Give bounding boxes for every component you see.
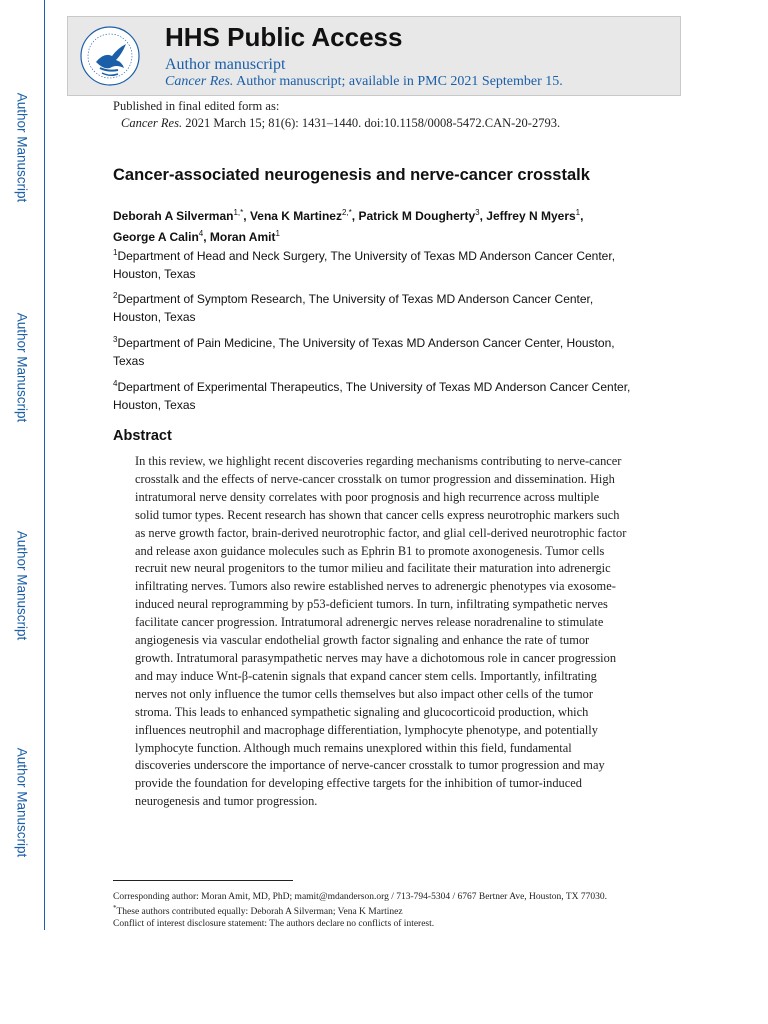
citation-journal[interactable]: Cancer Res. xyxy=(121,116,183,130)
author-superscript: 3 xyxy=(475,208,480,217)
abstract-body xyxy=(135,453,645,811)
author-superscript: 1,* xyxy=(233,208,244,217)
abstract-line: angiogenesis via vascular endothelial growth factor signaling and enhance the rate of tumor xyxy=(135,633,590,648)
footnote-divider xyxy=(113,880,293,881)
affiliation-number: 3 xyxy=(113,335,118,344)
abstract-line: crosstalk and the effects of nerve-cancer crosstalk on tumor progression and dissemination. High xyxy=(135,471,615,486)
author-superscript: 1 xyxy=(275,229,280,238)
abstract-line: and may induce Wnt-β-catenin signals that expand cancer stem cells. Importantly, infiltrating xyxy=(135,668,597,683)
abstract-heading: Abstract xyxy=(113,428,172,444)
abstract-line: influences neutrophil and macrophage differentiation, lymphocyte phenotype, and potentially xyxy=(135,722,598,737)
citation-details: 2021 March 15; 81(6): 1431–1440. doi:10.1158/0008-5472.CAN-20-2793. xyxy=(182,116,561,130)
abstract-line: infiltrating nerves. Tumors also rewire established nerves to adrenergic phenotypes via exosome- xyxy=(135,579,616,594)
abstract-line: nerves not only influence the tumor cells themselves but also impact other cells of the tumor xyxy=(135,686,593,701)
journal-name[interactable]: Cancer Res. xyxy=(165,74,234,89)
author-list: Deborah A Silverman$^{1,*}$, Vena K Martinez$^{2,*}$, Patrick M Dougherty$^3$, Jeffrey N Myers$^1$, George A Calin$^4$, Moran Amit$^1$ xyxy=(113,208,584,244)
affiliation xyxy=(113,331,643,370)
abstract-line: recruit new neural progenitors to the tumor milieu and facilitate their maturation into adrenergic xyxy=(135,561,611,576)
equal-contribution-text: These authors contributed equally: Deborah A Silverman; Vena K Martinez xyxy=(116,907,403,918)
affiliation-text: Department of Experimental Therapeutics, The University of Texas MD Anderson Cancer Center, Houston, Texas xyxy=(113,380,631,412)
article-title: Cancer-associated neurogenesis and nerve-cancer crosstalk xyxy=(113,166,590,184)
abstract-line: discoveries underscore the importance of nerve-cancer crosstalk to tumor progression and may xyxy=(135,758,605,773)
author-name[interactable]: Jeffrey N Myers xyxy=(486,209,576,223)
abstract-line: facilitate cancer progression. Intratumoral adrenergic nerves release noradrenaline to stimulate xyxy=(135,615,604,630)
author-superscript: 1 xyxy=(575,208,581,217)
affiliation-number: 4 xyxy=(113,379,118,388)
author-name[interactable]: Moran Amit xyxy=(209,230,276,244)
affiliation xyxy=(113,287,643,326)
author-name[interactable]: Patrick M Dougherty xyxy=(358,209,476,223)
abstract-line: lymphocyte function. Although much remains unexplored within this field, fundamental xyxy=(135,740,572,755)
affiliation-number: 2 xyxy=(113,291,118,300)
author-name[interactable]: Deborah A Silverman xyxy=(113,209,234,223)
corresponding-author-note: Corresponding author: Moran Amit, MD, PhD; mamit@mdanderson.org / 713-794-5304 / 6767 Bertner Ave, Houston, TX 77030. xyxy=(113,892,607,902)
affiliation-number: 1 xyxy=(113,248,118,257)
abstract-line: solid tumor types. Recent research has shown that cancer cells express neurotrophic markers such xyxy=(135,507,620,522)
sidebar-label: Author Manuscript xyxy=(14,747,30,858)
abstract-line: growth. Intratumoral parasympathetic nerves may have a dichotomous role in cancer progression xyxy=(135,650,617,665)
availability-text: Author manuscript; available in PMC 2021 September 15. xyxy=(233,74,563,89)
availability-line xyxy=(165,74,563,90)
author-superscript: 4 xyxy=(198,229,204,238)
abstract-line: provide the foundation for developing effective targets for the inhibition of tumor-induced xyxy=(135,776,582,791)
abstract-line: stroma. This leads to enhanced sympathetic signaling and glucocorticoid production, which xyxy=(135,704,589,719)
author-name[interactable]: Vena K Martinez xyxy=(249,209,342,223)
equal-contribution-note xyxy=(113,904,403,917)
affiliation-text: Department of Symptom Research, The University of Texas MD Anderson Cancer Center, Houston, Texas xyxy=(113,292,594,324)
abstract-line: neurogenesis and tumor progression. xyxy=(135,794,318,809)
sidebar-label: Author Manuscript xyxy=(14,312,30,423)
abstract-line: as nerve growth factor, brain-derived neurotrophic factor, and glial cell-derived neurotrophic factor xyxy=(135,525,627,540)
author-manuscript-label: Author manuscript xyxy=(165,56,286,73)
author-manuscript-sidebar xyxy=(0,0,45,930)
sidebar-label: Author Manuscript xyxy=(14,530,30,641)
affiliation xyxy=(113,375,643,414)
affiliation xyxy=(113,244,643,283)
author-superscript: 2,* xyxy=(341,208,352,217)
citation xyxy=(121,116,560,131)
abstract-line: intratumoral nerve density correlates with poor prognosis and high recurrence across multiple xyxy=(135,489,600,504)
abstract-line: In this review, we highlight recent discoveries regarding mechanisms contributing to nerve-cancer xyxy=(135,454,622,468)
published-label: Published in final edited form as: xyxy=(113,99,280,113)
conflict-of-interest-note: Conflict of interest disclosure statement: The authors declare no conflicts of interest. xyxy=(113,919,435,929)
author-name[interactable]: George A Calin xyxy=(113,230,199,244)
affiliation-text: Department of Pain Medicine, The University of Texas MD Anderson Cancer Center, Houston, Texas xyxy=(113,336,615,368)
hhs-public-access-title: HHS Public Access xyxy=(165,22,403,52)
asterisk-mark: * xyxy=(113,904,117,912)
abstract-line: and release axon guidance molecules such as Ephrin B1 to promote axonogenesis. Tumor cells xyxy=(135,543,605,558)
sidebar-label: Author Manuscript xyxy=(14,92,30,203)
abstract-line: induced neural reprogramming by p53-deficient tumors. In turn, infiltrating sympathetic nerves xyxy=(135,597,608,612)
affiliation-text: Department of Head and Neck Surgery, The University of Texas MD Anderson Cancer Center, Houston, Texas xyxy=(113,249,616,281)
hhs-eagle-seal-icon xyxy=(78,22,142,90)
